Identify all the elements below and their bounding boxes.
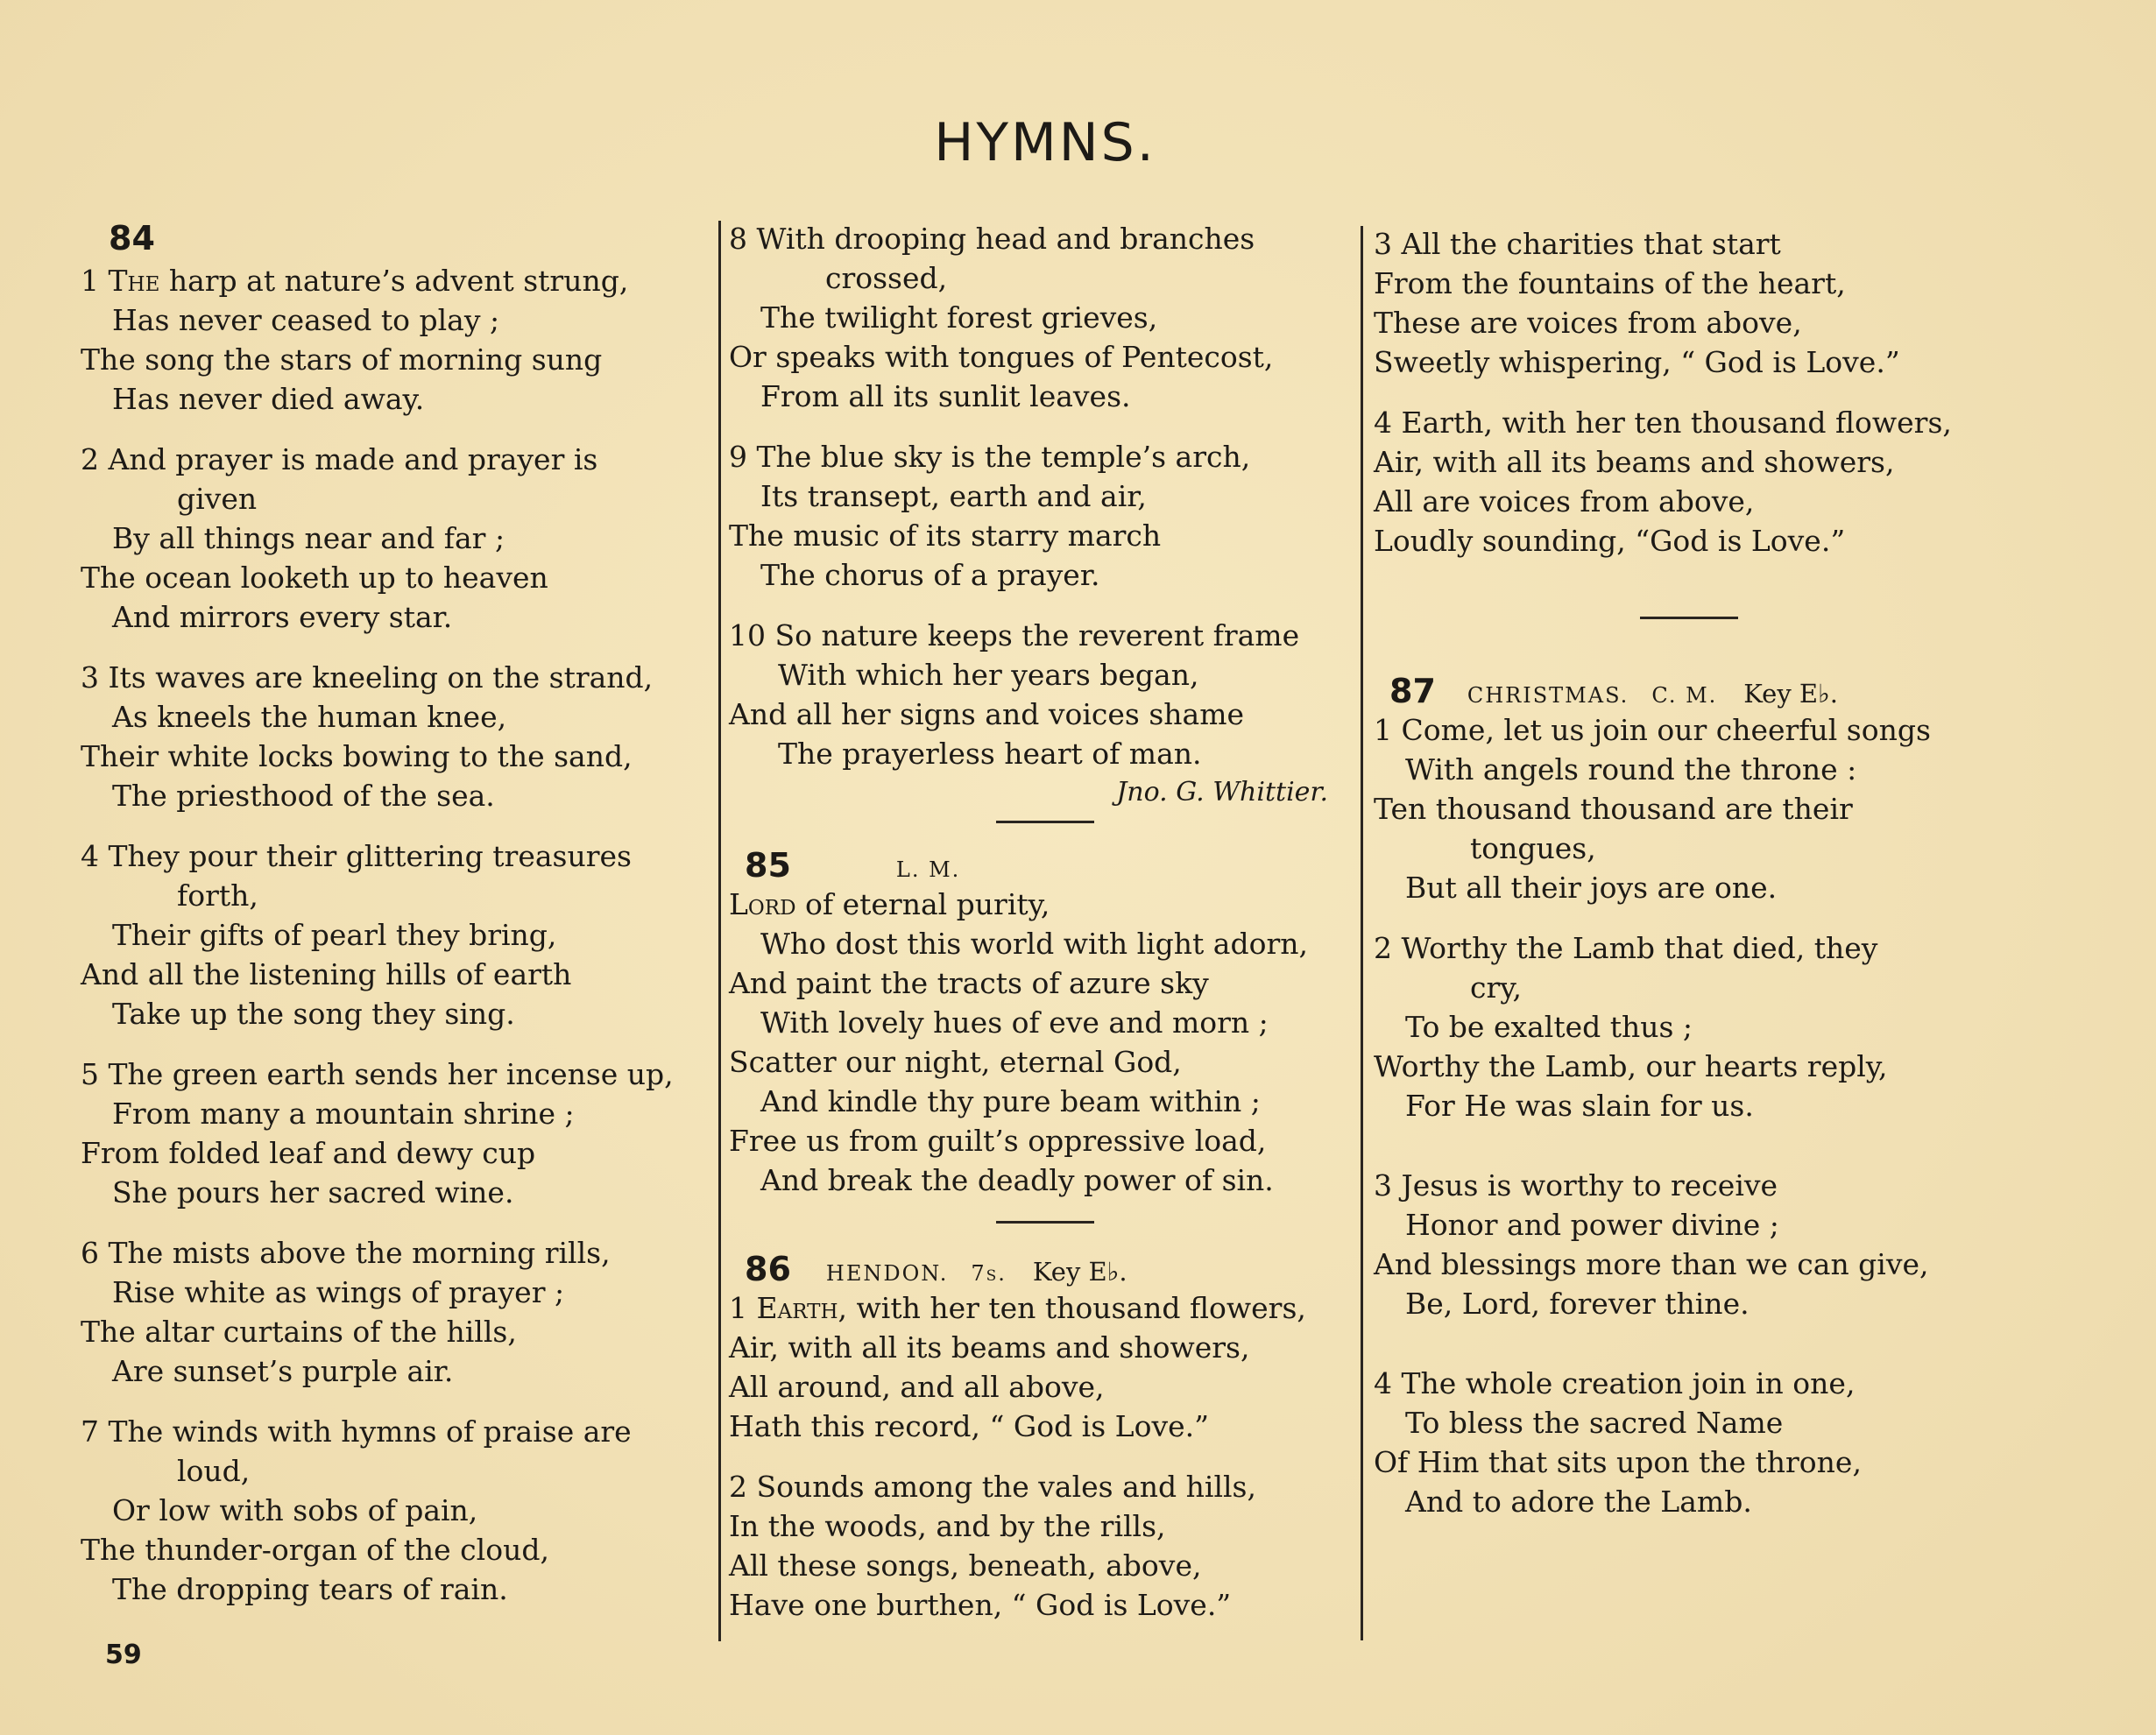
verse-line: The music of its starry march bbox=[729, 518, 1162, 553]
verse-line: She pours her sacred wine. bbox=[112, 1175, 514, 1210]
verse-line: All the charities that start bbox=[1401, 227, 1781, 261]
hymn84-verse-8 bbox=[729, 219, 1361, 416]
verse-number: 2 bbox=[81, 442, 99, 476]
verse-line: And all the listening hills of earth bbox=[81, 957, 572, 991]
verse-line: Honor and power divine ; bbox=[1405, 1208, 1779, 1242]
hymn87-verse-1 bbox=[1374, 710, 2004, 907]
verse-line: Scatter our night, eternal God, bbox=[729, 1045, 1182, 1079]
verse-line: The twilight forest grieves, bbox=[760, 300, 1158, 335]
verse-line: The whole creation join in one, bbox=[1401, 1366, 1856, 1400]
verse-line: Free us from guilt’s oppressive load, bbox=[729, 1124, 1267, 1158]
verse-line: And mirrors every star. bbox=[112, 600, 453, 634]
verse-line: From many a mountain shrine ; bbox=[112, 1097, 575, 1131]
hymn84-verse-10 bbox=[729, 616, 1361, 812]
verse-line: with her ten thousand flowers, bbox=[856, 1291, 1306, 1325]
verse-line: With which her years began, bbox=[778, 658, 1199, 692]
verse-line: With drooping head and branches bbox=[756, 222, 1255, 256]
verse-number: 6 bbox=[81, 1236, 99, 1270]
hymn-key: Key E♭. bbox=[1032, 1257, 1127, 1287]
hymn-meter: 7s. bbox=[971, 1261, 1007, 1286]
verse-line: Or low with sobs of pain, bbox=[112, 1493, 478, 1527]
column-rule-left bbox=[718, 221, 721, 1641]
verse-line: Hath this record, “ God is Love.” bbox=[729, 1409, 1209, 1443]
verse-line: All around, and all above, bbox=[729, 1370, 1105, 1404]
verse-line: From the fountains of the heart, bbox=[1374, 266, 1846, 300]
hymn84-verse-4 bbox=[81, 836, 717, 1033]
verse-line: For He was slain for us. bbox=[1405, 1089, 1754, 1123]
hymn85-text bbox=[729, 885, 1361, 1200]
verse-line: Of Him that sits upon the throne, bbox=[1374, 1445, 1862, 1479]
hymn87-verse-2 bbox=[1374, 928, 2004, 1125]
column-2 bbox=[729, 219, 1361, 1646]
verse-line: To bless the sacred Name bbox=[1405, 1406, 1784, 1440]
verse-line: All these songs, beneath, above, bbox=[729, 1548, 1202, 1583]
verse-number: 1 bbox=[81, 264, 99, 298]
verse-first-word: The bbox=[108, 264, 160, 298]
hymn87-header bbox=[1389, 672, 2004, 710]
verse-line: Be, Lord, forever thine. bbox=[1405, 1287, 1750, 1321]
verse-line: And kindle thy pure beam within ; bbox=[760, 1084, 1261, 1118]
verse-line: In the woods, and by the rills, bbox=[729, 1509, 1166, 1543]
verse-line: The thunder-organ of the cloud, bbox=[81, 1533, 549, 1567]
verse-line: And blessings more than we can give, bbox=[1374, 1247, 1929, 1281]
verse-line: From folded leaf and dewy cup bbox=[81, 1136, 536, 1170]
verse-line: With angels round the throne : bbox=[1405, 752, 1857, 786]
hymn-key: Key E♭. bbox=[1743, 679, 1838, 709]
verse-number: 1 bbox=[1374, 713, 1392, 747]
verse-line: The blue sky is the temple’s arch, bbox=[756, 440, 1251, 474]
verse-line: loud, bbox=[177, 1454, 251, 1488]
hymn86-header bbox=[745, 1250, 1361, 1288]
verse-first-word: Earth, bbox=[756, 1291, 848, 1325]
verse-line: Has never ceased to play ; bbox=[112, 303, 500, 337]
verse-line: Jesus is worthy to receive bbox=[1401, 1168, 1778, 1203]
verse-number: 7 bbox=[81, 1414, 99, 1449]
verse-line: To be exalted thus ; bbox=[1405, 1010, 1693, 1044]
hymn84-verse-6 bbox=[81, 1233, 717, 1391]
verse-line: But all their joys are one. bbox=[1405, 871, 1778, 905]
hymn84-verse-7 bbox=[81, 1412, 717, 1609]
verse-number: 2 bbox=[729, 1470, 747, 1504]
verse-number: 9 bbox=[729, 440, 747, 474]
verse-line: Have one burthen, “ God is Love.” bbox=[729, 1588, 1232, 1622]
verse-number: 3 bbox=[1374, 227, 1392, 261]
verse-line: harp at nature’s advent strung, bbox=[168, 264, 629, 298]
verse-line: Its waves are kneeling on the strand, bbox=[108, 660, 654, 695]
hymn-tune: HENDON. bbox=[825, 1261, 949, 1286]
hymn85-header bbox=[745, 846, 1361, 885]
hymn-meter: C. M. bbox=[1651, 683, 1718, 708]
verse-line: They pour their glittering treasures bbox=[108, 839, 632, 873]
verse-line: The prayerless heart of man. bbox=[778, 737, 1202, 771]
verse-line: forth, bbox=[177, 878, 258, 913]
hymn84-verse-3 bbox=[81, 658, 717, 815]
verse-line: Air, with all its beams and showers, bbox=[729, 1330, 1250, 1365]
verse-line: From all its sunlit leaves. bbox=[760, 379, 1131, 413]
verse-number: 8 bbox=[729, 222, 747, 256]
hymn86-verse-1 bbox=[729, 1288, 1361, 1446]
verse-line: of eternal purity, bbox=[805, 887, 1050, 921]
hymn-meter: L. M. bbox=[895, 857, 961, 882]
verse-line: Take up the song they sing. bbox=[112, 997, 515, 1031]
verse-line: The winds with hymns of praise are bbox=[108, 1414, 632, 1449]
verse-line: With lovely hues of eve and morn ; bbox=[760, 1005, 1269, 1040]
hymn-tune: CHRISTMAS. bbox=[1467, 683, 1629, 708]
verse-line: The song the stars of morning sung bbox=[81, 342, 603, 377]
verse-line: Has never died away. bbox=[112, 382, 425, 416]
verse-line: The green earth sends her incense up, bbox=[108, 1057, 674, 1091]
verse-line: Come, let us join our cheerful songs bbox=[1401, 713, 1931, 747]
hymn86-verse-3 bbox=[1374, 224, 2004, 382]
verse-line: tongues, bbox=[1470, 831, 1596, 865]
hymn86-verse-4 bbox=[1374, 403, 2004, 561]
verse-number: 1 bbox=[729, 1291, 747, 1325]
verse-line: Ten thousand thousand are their bbox=[1374, 792, 1853, 826]
verse-line: And all her signs and voices shame bbox=[729, 697, 1245, 731]
verse-line: cry, bbox=[1470, 970, 1523, 1005]
verse-number: 5 bbox=[81, 1057, 99, 1091]
verse-line: All are voices from above, bbox=[1374, 484, 1755, 518]
verse-line: These are voices from above, bbox=[1374, 306, 1802, 340]
verse-line: The dropping tears of rain. bbox=[112, 1572, 508, 1606]
verse-line: The priesthood of the sea. bbox=[112, 779, 495, 813]
verse-line: Are sunset’s purple air. bbox=[112, 1354, 454, 1388]
hymn-number: 84 bbox=[109, 219, 155, 257]
verse-line: Loudly sounding, “God is Love.” bbox=[1374, 524, 1846, 558]
hymn84-verse-1 bbox=[81, 261, 717, 419]
verse-line: Their gifts of pearl they bring, bbox=[112, 918, 557, 952]
verse-line: Sweetly whispering, “ God is Love.” bbox=[1374, 345, 1900, 379]
column-1 bbox=[81, 219, 717, 1630]
hymn84-verse-9 bbox=[729, 437, 1361, 595]
verse-line: Its transept, earth and air, bbox=[760, 479, 1147, 513]
verse-line: Worthy the Lamb that died, they bbox=[1401, 931, 1878, 965]
hymn84-verse-2 bbox=[81, 440, 717, 637]
verse-line: Who dost this world with light adorn, bbox=[760, 927, 1308, 961]
verse-line: The mists above the morning rills, bbox=[108, 1236, 611, 1270]
verse-line: And prayer is made and prayer is bbox=[108, 442, 598, 476]
verse-number: 3 bbox=[81, 660, 99, 695]
verse-line: Earth, with her ten thousand flowers, bbox=[1401, 406, 1952, 440]
page-number: 59 bbox=[105, 1640, 142, 1670]
hymn-divider bbox=[1640, 617, 1738, 619]
verse-line: And to adore the Lamb. bbox=[1405, 1485, 1752, 1519]
page-title: HYMNS. bbox=[934, 112, 1156, 173]
verse-line: Their white locks bowing to the sand, bbox=[81, 739, 633, 773]
hymn-number: 87 bbox=[1389, 672, 1436, 710]
verse-line: Worthy the Lamb, our hearts reply, bbox=[1374, 1049, 1888, 1083]
column-3 bbox=[1374, 224, 2004, 1542]
verse-number: 10 bbox=[729, 618, 766, 652]
verse-line: The chorus of a prayer. bbox=[760, 558, 1100, 592]
hymn84-verse-5 bbox=[81, 1054, 717, 1212]
verse-line: And paint the tracts of azure sky bbox=[729, 966, 1209, 1000]
verse-line: given bbox=[177, 482, 258, 516]
hymn86-verse-2 bbox=[729, 1467, 1361, 1625]
verse-line: Sounds among the vales and hills, bbox=[756, 1470, 1256, 1504]
hymn-divider bbox=[996, 1221, 1094, 1224]
verse-number: 4 bbox=[1374, 406, 1392, 440]
hymn-number: 86 bbox=[745, 1250, 791, 1288]
verse-number: 2 bbox=[1374, 931, 1392, 965]
verse-number: 4 bbox=[1374, 1366, 1392, 1400]
verse-number: 4 bbox=[81, 839, 99, 873]
verse-line: Air, with all its beams and showers, bbox=[1374, 445, 1895, 479]
hymn-divider bbox=[996, 821, 1094, 823]
hymn87-verse-4 bbox=[1374, 1364, 2004, 1521]
hymn-number: 85 bbox=[745, 846, 791, 885]
verse-line: By all things near and far ; bbox=[112, 521, 505, 555]
verse-line: And break the deadly power of sin. bbox=[760, 1163, 1274, 1197]
verse-line: The ocean looketh up to heaven bbox=[81, 561, 548, 595]
verse-line: So nature keeps the reverent frame bbox=[774, 618, 1300, 652]
hymn87-verse-3 bbox=[1374, 1166, 2004, 1323]
verse-line: The altar curtains of the hills, bbox=[81, 1315, 517, 1349]
verse-line: As kneels the human knee, bbox=[112, 700, 507, 734]
verse-line: Or speaks with tongues of Pentecost, bbox=[729, 340, 1274, 374]
verse-line: crossed, bbox=[825, 261, 948, 295]
verse-number: 3 bbox=[1374, 1168, 1392, 1203]
verse-line: Rise white as wings of prayer ; bbox=[112, 1275, 565, 1309]
verse-first-word: Lord bbox=[729, 887, 796, 921]
author-attribution: Jno. G. Whittier. bbox=[1116, 777, 1328, 808]
